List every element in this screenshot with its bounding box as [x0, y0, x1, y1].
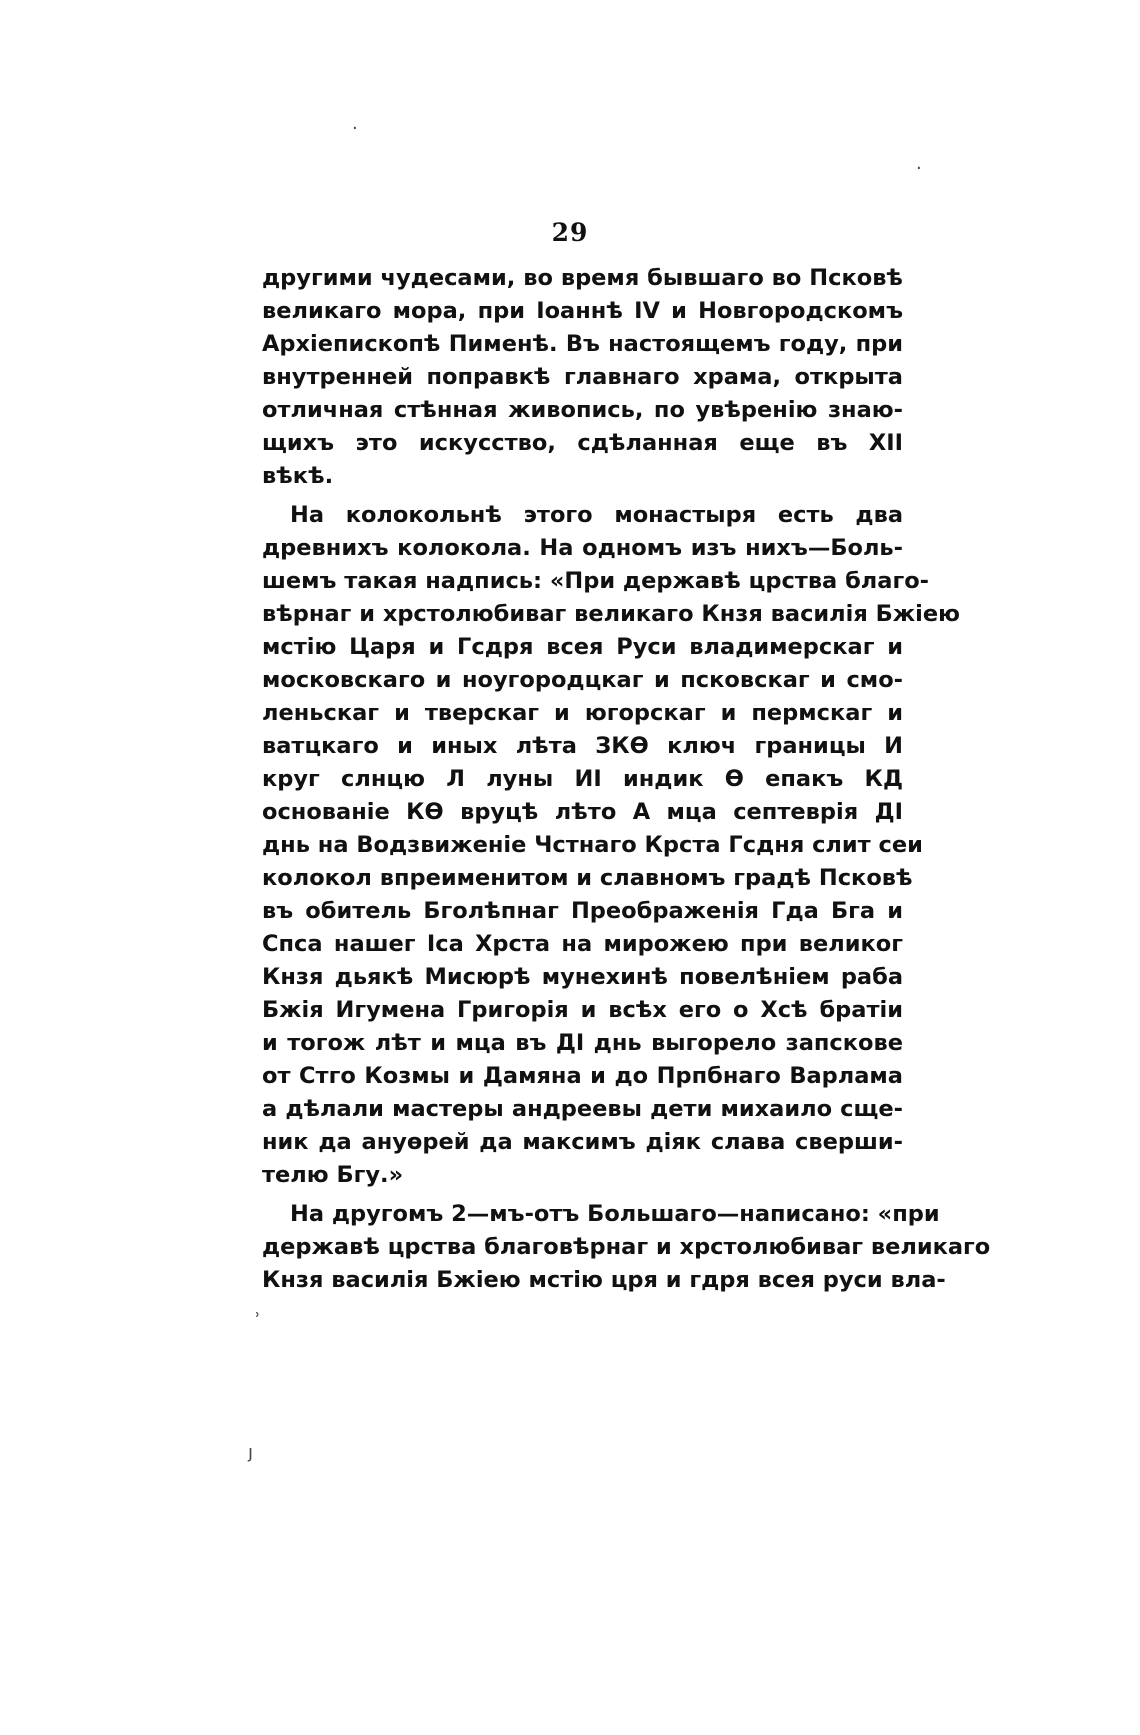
text-line: вѣкѣ.: [262, 463, 334, 489]
text-line: телю Бгу.»: [262, 1162, 404, 1188]
text-line: а дѣлали мастеры андреевы дети михаило сще-: [262, 1096, 903, 1122]
text-line: щихъ это искусство, сдѣланная еще въ XII: [262, 430, 903, 456]
text-line: мстію Царя и Гсдря всея Руси владимерскаг и: [262, 634, 903, 660]
paragraph-3: [262, 1198, 991, 1297]
text-line: Кнзя василія Бжіею мстію цря и гдря всея руси вла-: [262, 1267, 946, 1293]
text-line: Бжія Игумена Григорія и всѣх его о Хсѣ братіи: [262, 997, 903, 1023]
text-line: древнихъ колокола. На одномъ изъ нихъ—Боль-: [262, 535, 903, 561]
text-line: Кнзя дьякѣ Мисюрѣ мунехинѣ повелѣніем раба: [262, 964, 903, 990]
text-line: леньскаг и тверскаг и югорскаг и пермскаг и: [262, 700, 903, 726]
scan-speck: ȷ: [248, 1442, 254, 1463]
text-line: круг слнцю Л луны ИІ индик Ѳ епакъ КД: [262, 766, 903, 792]
page-body: [262, 262, 991, 1297]
scan-speck: ʾ: [255, 1310, 261, 1331]
text-line: великаго мора, при Іоаннѣ IV и Новгородскомъ: [262, 298, 903, 324]
scan-speck: ·: [352, 118, 358, 139]
text-line: другими чудесами, во время бывшаго во Псковѣ: [262, 265, 903, 291]
text-line: вѣрнаг и хрстолюбиваг великаго Кнзя василія Бжіею: [262, 601, 961, 627]
text-line: днь на Водзвиженіе Чстнаго Крста Гсдня слит сеи: [262, 832, 923, 858]
text-line: колокол впреименитом и славномъ градѣ Псковѣ: [262, 865, 913, 891]
text-line: Архіепископѣ Пименѣ. Въ настоящемъ году, при: [262, 331, 903, 357]
text-line: Спса нашег Іса Хрста на мирожею при великог: [262, 931, 903, 957]
scan-speck: ·: [916, 158, 922, 179]
text-line: На другомъ 2—мъ-отъ Большаго—написано: «при: [290, 1201, 940, 1227]
page-number: 29: [551, 218, 589, 247]
text-line: На колокольнѣ этого монастыря есть два: [290, 502, 903, 528]
text-line: основаніе КѲ вруцѣ лѣто А мца септеврія ДІ: [262, 799, 903, 825]
paragraph-1: [262, 262, 903, 493]
paragraph-2: [262, 499, 961, 1192]
text-line: московскаго и ноугородцкаг и псковскаг и смо-: [262, 667, 903, 693]
text-line: внутренней поправкѣ главнаго храма, открыта: [262, 364, 903, 390]
text-line: ватцкаго и иных лѣта ЗКѲ ключ границы И: [262, 733, 903, 759]
text-line: отличная стѣнная живопись, по увѣренію знаю-: [262, 397, 903, 423]
text-line: ник да ануѳрей да максимъ діяк слава сверши-: [262, 1129, 903, 1155]
text-line: от Стго Козмы и Дамяна и до Прпбнаго Варлама: [262, 1063, 903, 1089]
text-line: въ обитель Бголѣпнаг Преображенія Гда Бга и: [262, 898, 903, 924]
text-line: шемъ такая надпись: «При державѣ црства благо-: [262, 568, 930, 594]
text-line: и тогож лѣт и мца въ ДІ днь выгорело запскове: [262, 1030, 903, 1056]
text-line: державѣ црства благовѣрнаг и хрстолюбиваг великаго: [262, 1234, 991, 1260]
